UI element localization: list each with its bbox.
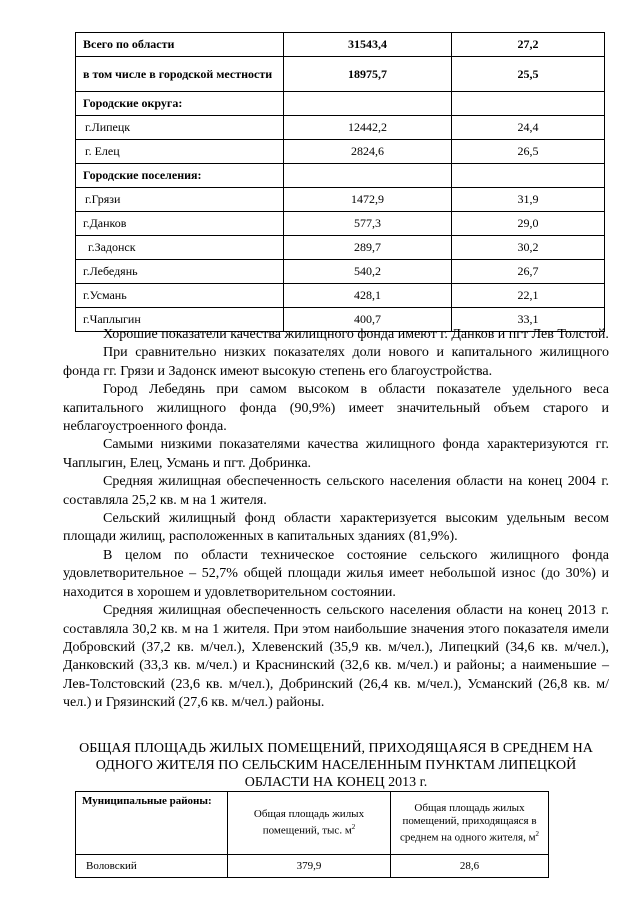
row-label: г.Усмань (76, 284, 284, 308)
per-capita-cell (452, 164, 605, 188)
per-capita-cell: 22,1 (452, 284, 605, 308)
row-label: в том числе в городской местности (76, 57, 284, 92)
table-row (76, 164, 605, 188)
header-total-area-sup: 2 (351, 823, 356, 832)
per-capita-cell: 24,4 (452, 116, 605, 140)
per-capita-cell: 33,1 (452, 308, 605, 332)
header-per-capita (391, 792, 549, 855)
row-label: Городские округа: (76, 92, 284, 116)
per-capita-cell: 31,9 (452, 188, 605, 212)
header-per-capita-sup: 2 (535, 829, 540, 838)
table-row (76, 212, 605, 236)
row-label: г.Лебедянь (76, 260, 284, 284)
table-row (76, 140, 605, 164)
row-label: г.Грязи (76, 188, 284, 212)
per-capita-cell: 28,6 (391, 855, 549, 878)
header-per-capita-text: Общая площадь жилых помещений, приходящаяся в среднем на одного жителя, м (399, 801, 537, 844)
row-label: г.Задонск (76, 236, 284, 260)
paragraph: Средняя жилищная обеспеченность сельского населения области на конец 2004 г. составляла 25,2 кв. м на 1 жителя. (63, 474, 609, 508)
per-capita-cell (452, 92, 605, 116)
total-area-cell: 577,3 (284, 212, 452, 236)
header-districts: Муниципальные районы: (76, 792, 228, 855)
paragraph: В целом по области техническое состояние сельского жилищного фонда удовлетворительное – 52,7% общей площади жилья имеет небольшой износ (до 30%) и находится в хорошем и удовлетворительном состоянии. (63, 547, 609, 600)
paragraph: Сельский жилищный фонд области характеризуется высоким удельным весом площади жилищ, расположенных в капитальных зданиях (81,9%). (63, 511, 609, 545)
paragraph: Хорошие показатели качества жилищного фонда имеют г. Данков и пгт Лев Толстой. (103, 327, 609, 342)
total-area-cell: 2824,6 (284, 140, 452, 164)
district-name-cell: Воловский (76, 855, 228, 878)
total-area-cell: 400,7 (284, 308, 452, 332)
section-title: ОБЩАЯ ПЛОЩАДЬ ЖИЛЫХ ПОМЕЩЕНИЙ, ПРИХОДЯЩАЯСЯ В СРЕДНЕМ НА ОДНОГО ЖИТЕЛЯ ПО СЕЛЬСКИМ НАСЕЛЕННЫМ ПУНКТАМ ЛИПЕЦКОЙ ОБЛАСТИ НА КОНЕЦ 2013 г. (79, 741, 593, 790)
total-area-cell: 289,7 (284, 236, 452, 260)
table-row (76, 92, 605, 116)
total-area-cell (284, 164, 452, 188)
body-text (63, 326, 609, 713)
table-row (76, 188, 605, 212)
paragraph: При сравнительно низких показателях доли нового и капитального жилищного фонда гг. Грязи и Задонск имеют высокую степень его благоустройства. (63, 345, 609, 379)
paragraph: Город Лебедянь при самом высоком в области показателе удельного веса капитального жилищного фонда (90,9%) имеет значительный объем старого и неблагоустроенного фонда. (63, 382, 609, 435)
per-capita-cell: 26,7 (452, 260, 605, 284)
row-label: г.Данков (76, 212, 284, 236)
table-row (76, 33, 605, 57)
per-capita-cell: 26,5 (452, 140, 605, 164)
table-row (76, 260, 605, 284)
per-capita-cell: 25,5 (452, 57, 605, 92)
row-label: г.Чаплыгин (76, 308, 284, 332)
paragraph: Средняя жилищная обеспеченность сельского населения области на конец 2013 г. составляла 30,2 кв. м на 1 жителя. При этом наибольшие значения этого показателя имели Добровский (37,2 кв. м/чел.), Хлевенский (35,9 кв. м/чел.), Липецкий (34,6 кв. м/чел.), Данковский (33,3 кв. м/чел.) и Краснинский (32,6 кв. м/чел.) и районы; а наименьшие – Лев-Толстовский (23,6 кв. м/чел.), Добринский (26,4 кв. м/чел.), Усманский (26,8 кв. м/чел.) и Грязинский (27,6 кв. м/чел.) районы. (63, 603, 609, 711)
total-area-cell: 12442,2 (284, 116, 452, 140)
table-row (76, 116, 605, 140)
table-row (76, 57, 605, 92)
header-total-area (228, 792, 391, 855)
total-area-cell: 18975,7 (284, 57, 452, 92)
per-capita-cell: 30,2 (452, 236, 605, 260)
table-row (76, 284, 605, 308)
per-capita-cell: 27,2 (452, 33, 605, 57)
total-area-cell: 31543,4 (284, 33, 452, 57)
total-area-cell: 379,9 (228, 855, 391, 878)
table-row (76, 855, 549, 878)
per-capita-cell: 29,0 (452, 212, 605, 236)
table-header-row (76, 792, 549, 855)
row-label: Всего по области (76, 33, 284, 57)
rural-housing-table (75, 791, 549, 878)
header-total-area-text: Общая площадь жилых помещений, тыс. м (253, 808, 365, 837)
table-row (76, 236, 605, 260)
total-area-cell: 540,2 (284, 260, 452, 284)
paragraph: Самыми низкими показателями качества жилищного фонда характеризуются гг. Чаплыгин, Елец, Усмань и пгт. Добринка. (63, 437, 609, 471)
total-area-cell: 428,1 (284, 284, 452, 308)
row-label: Городские поселения: (76, 164, 284, 188)
total-area-cell: 1472,9 (284, 188, 452, 212)
row-label: г.Липецк (76, 116, 284, 140)
row-label: г. Елец (76, 140, 284, 164)
urban-housing-table (75, 32, 605, 332)
total-area-cell (284, 92, 452, 116)
